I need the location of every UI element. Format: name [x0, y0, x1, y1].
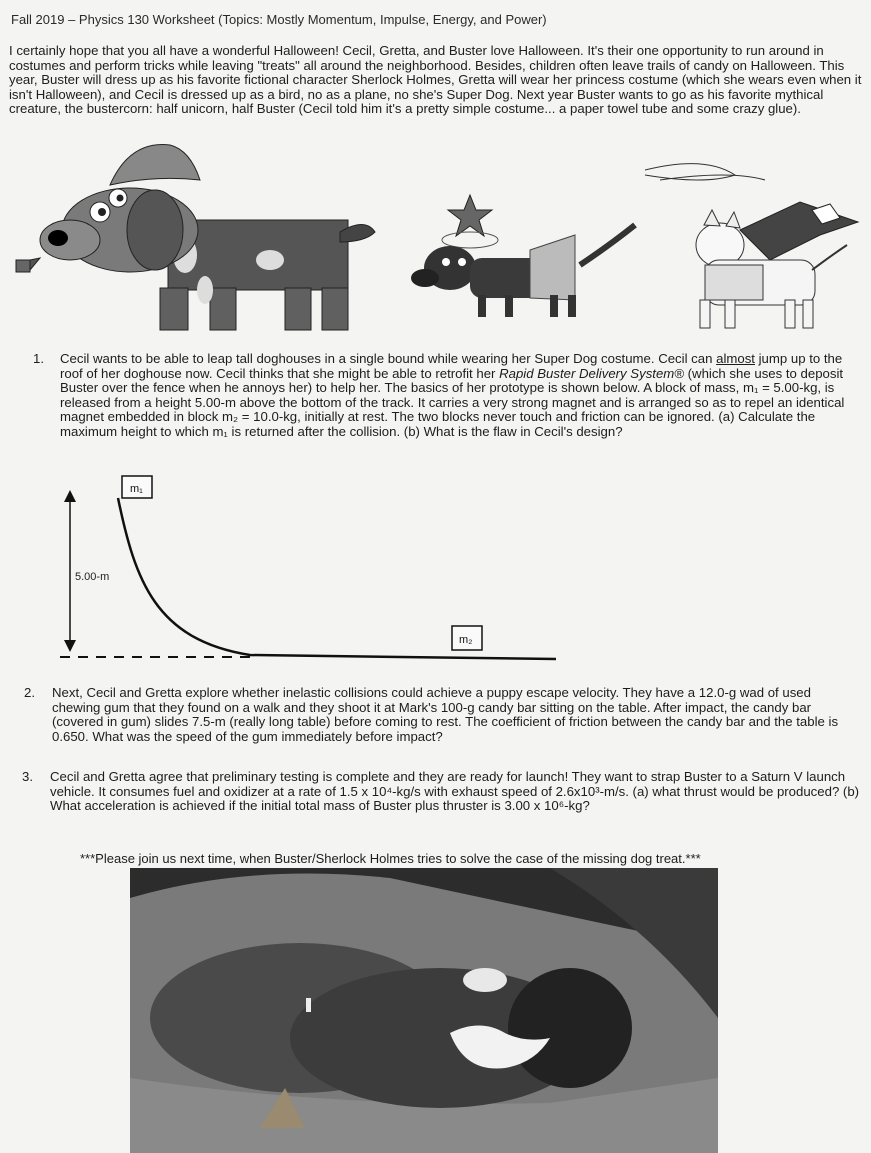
footer-note: ***Please join us next time, when Buster/Sherlock Holmes tries to solve the case of the missing dog treat.*** — [80, 851, 701, 866]
dog-costume-illustrations — [0, 140, 871, 345]
question-3 — [22, 770, 864, 830]
block-m2-label: m₂ — [459, 634, 473, 646]
worksheet-header: Fall 2019 – Physics 130 Worksheet (Topics: Mostly Momentum, Impulse, Energy, and Power) — [11, 12, 547, 27]
dog-photo — [130, 868, 718, 1153]
question-1 — [33, 352, 865, 464]
super-dog-drawing — [645, 164, 858, 328]
question-text: Cecil and Gretta agree that preliminary testing is complete and they are ready for launch! They want to strap Buster to a Saturn V launch vehicle. It consumes fuel and oxidizer at a rate of 1.5 x 10⁴-kg/s with exhaust speed of 2.6x10³-m/s. (a) what thrust would be produced? (b) What acceleration is achieved if the initial total mass of Buster plus thruster is 3.00 x 10⁶-kg? — [50, 769, 860, 814]
question-text: Cecil wants to be able to leap tall doghouses in a single bound while wearing her Super Dog costume. Cecil can almost jump up to the roof of her doghouse now. Cecil thinks that she might be able to retrofit her Rapid Buster Delivery System® (which she uses to deposit Buster over the fence when he annoys her) to help her. The basics of her prototype is shown below. A block of mass, m₁ = 5.00-kg, is released from a height 5.00-m above the bottom of the track. It carries a very strong magnet and is arranged so as to repel an identical magnet embedded in block m₂ = 10.0-kg, initially at rest. The two blocks never touch and friction can be ignored. (a) Calculate the maximum height to which m₁ is returned after the collision. (b) What is the flaw in Cecil's design? — [60, 351, 845, 439]
question-2 — [24, 686, 864, 756]
question-number: 3. — [22, 769, 33, 784]
block-m1-label: m₁ — [130, 483, 143, 495]
question-number: 1. — [33, 351, 44, 366]
track-diagram — [40, 470, 580, 670]
question-text: Next, Cecil and Gretta explore whether inelastic collisions could achieve a puppy escape velocity. They have a 12.0-g wad of used chewing gum that they found on a walk and they shoot it at Mark's 100-g candy bar sitting on the table. After impact, the candy bar (covered in gum) slides 7.5-m (really long table) before coming to rest. The coefficient of friction between the candy bar and the table is 0.650. What was the speed of the gum immediately before impact? — [52, 685, 839, 744]
height-label: 5.00-m — [75, 571, 110, 583]
question-number: 2. — [24, 685, 35, 700]
sherlock-dog-drawing — [16, 145, 375, 331]
intro-paragraph: I certainly hope that you all have a wonderful Halloween! Cecil, Gretta, and Buster love Halloween. It's their one opportunity to run around in costumes and perform tricks while leaving "treats" all around the neighborhood. Besides, children often leave trails of candy on Halloween. This year, Buster will dress up as his favorite fictional character Sherlock Holmes, Gretta will wear her princess costume (which she wears even when it isn't Halloween), and Cecil is dressed up as a bird, no as a plane, no she's Super Dog. Next year Buster wants to go as his favorite mythical creature, the bustercorn: half unicorn, half Buster (Cecil told him it's a pretty simple costume... a paper towel tube and some crazy glue). — [9, 43, 862, 117]
princess-dog-drawing — [411, 195, 635, 317]
